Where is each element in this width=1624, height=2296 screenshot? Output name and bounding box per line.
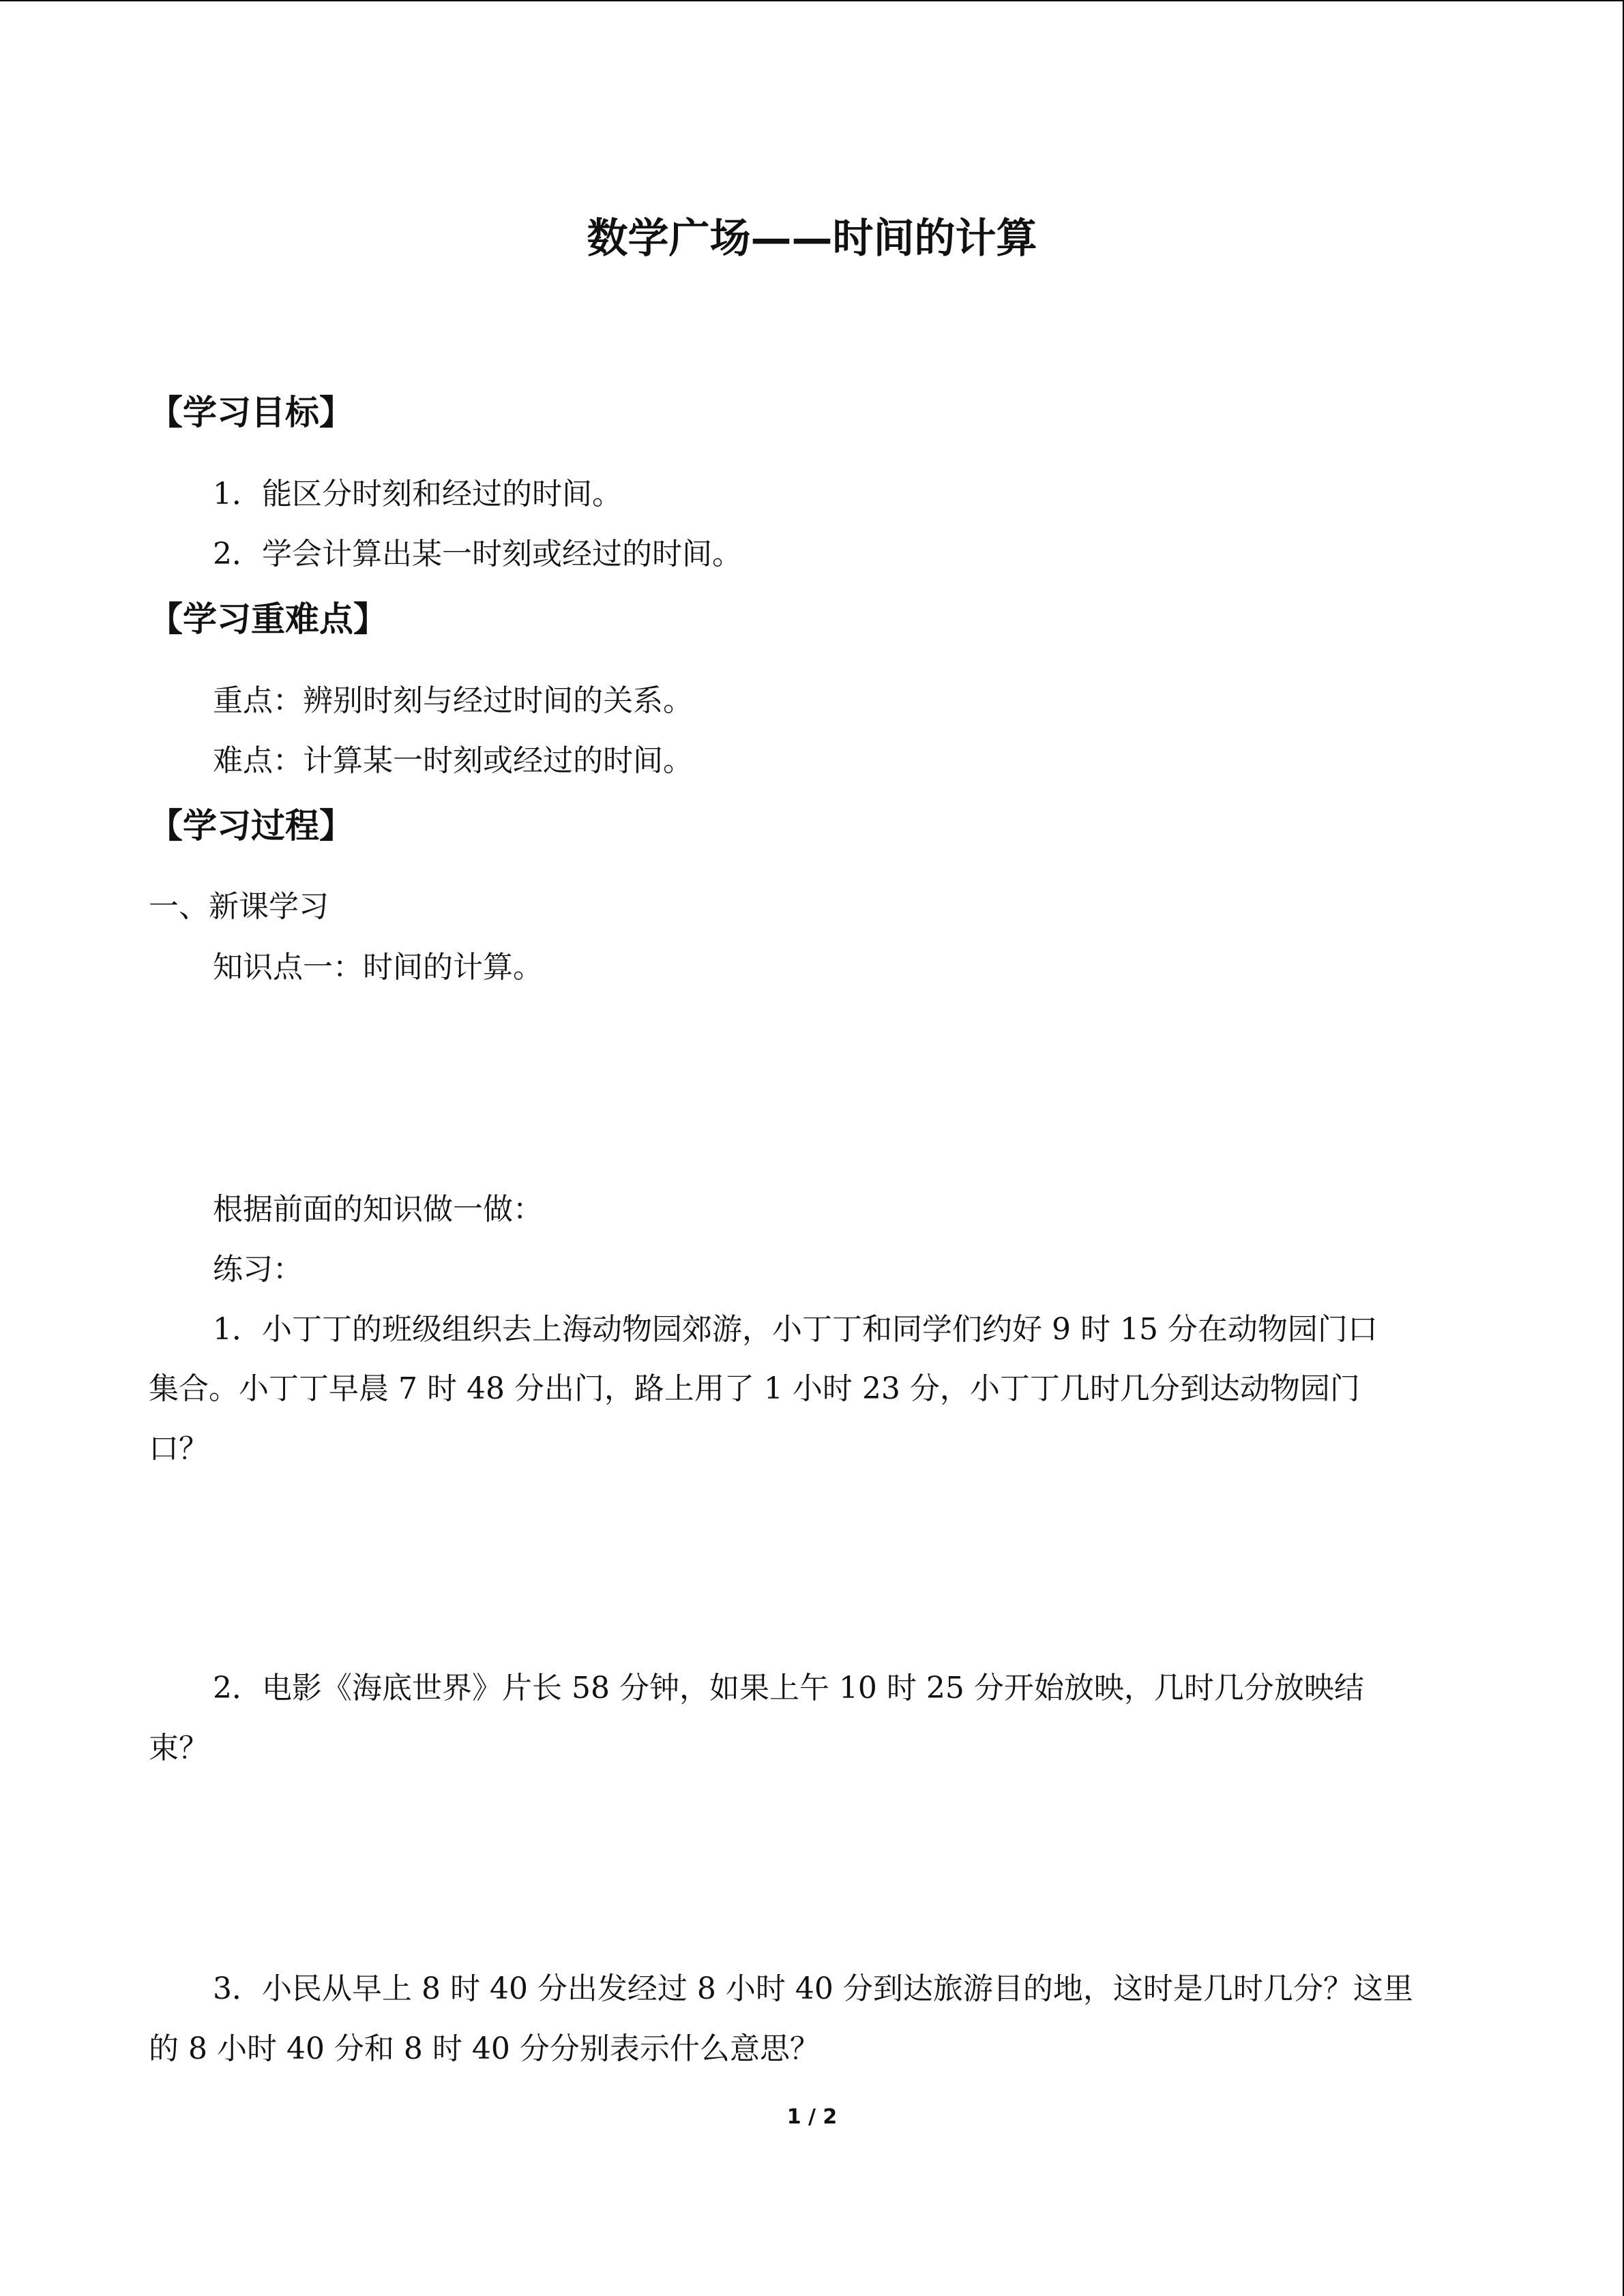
try-it-label: 根据前面的知识做一做： [213,1192,543,1227]
practice-label: 练习： [213,1252,303,1287]
page-title: 数学广场——时间的计算 [587,215,1037,263]
question-3-line-2: 的 8 小时 40 分和 8 时 40 分分别表示什么意思？ [149,2031,820,2066]
question-2-line-2: 束？ [149,1731,209,1765]
section-new-lesson: 一、新课学习 [149,889,329,924]
heading-learning-process: 【学习过程】 [149,806,353,846]
goal-item-1: 1．能区分时刻和经过的时间。 [213,477,622,511]
question-3-line-1: 3．小民从早上 8 时 40 分出发经过 8 小时 40 分到达旅游目的地，这时是几时几分？这里 [213,1971,1413,2006]
question-2-line-1: 2．电影《海底世界》片长 58 分钟，如果上午 10 时 25 分开始放映，几时几分放映结 [213,1671,1364,1705]
knowledge-point-1: 知识点一：时间的计算。 [213,950,543,985]
key-point-item: 重点：辨别时刻与经过时间的关系。 [213,683,693,718]
question-1-line-3: 口？ [149,1431,209,1466]
page-number: 1 / 2 [786,2105,838,2129]
goal-item-2: 2．学会计算出某一时刻或经过的时间。 [213,537,742,571]
difficult-point-item: 难点：计算某一时刻或经过的时间。 [213,743,693,778]
heading-key-points: 【学习重难点】 [149,599,387,639]
question-1-line-1: 1．小丁丁的班级组织去上海动物园郊游，小丁丁和同学们约好 9 时 15 分在动物园门口 [213,1312,1378,1347]
heading-learning-goals: 【学习目标】 [149,393,353,432]
question-1-line-2: 集合。小丁丁早晨 7 时 48 分出门，路上用了 1 小时 23 分，小丁丁几时几分到达动物园门 [149,1371,1360,1406]
